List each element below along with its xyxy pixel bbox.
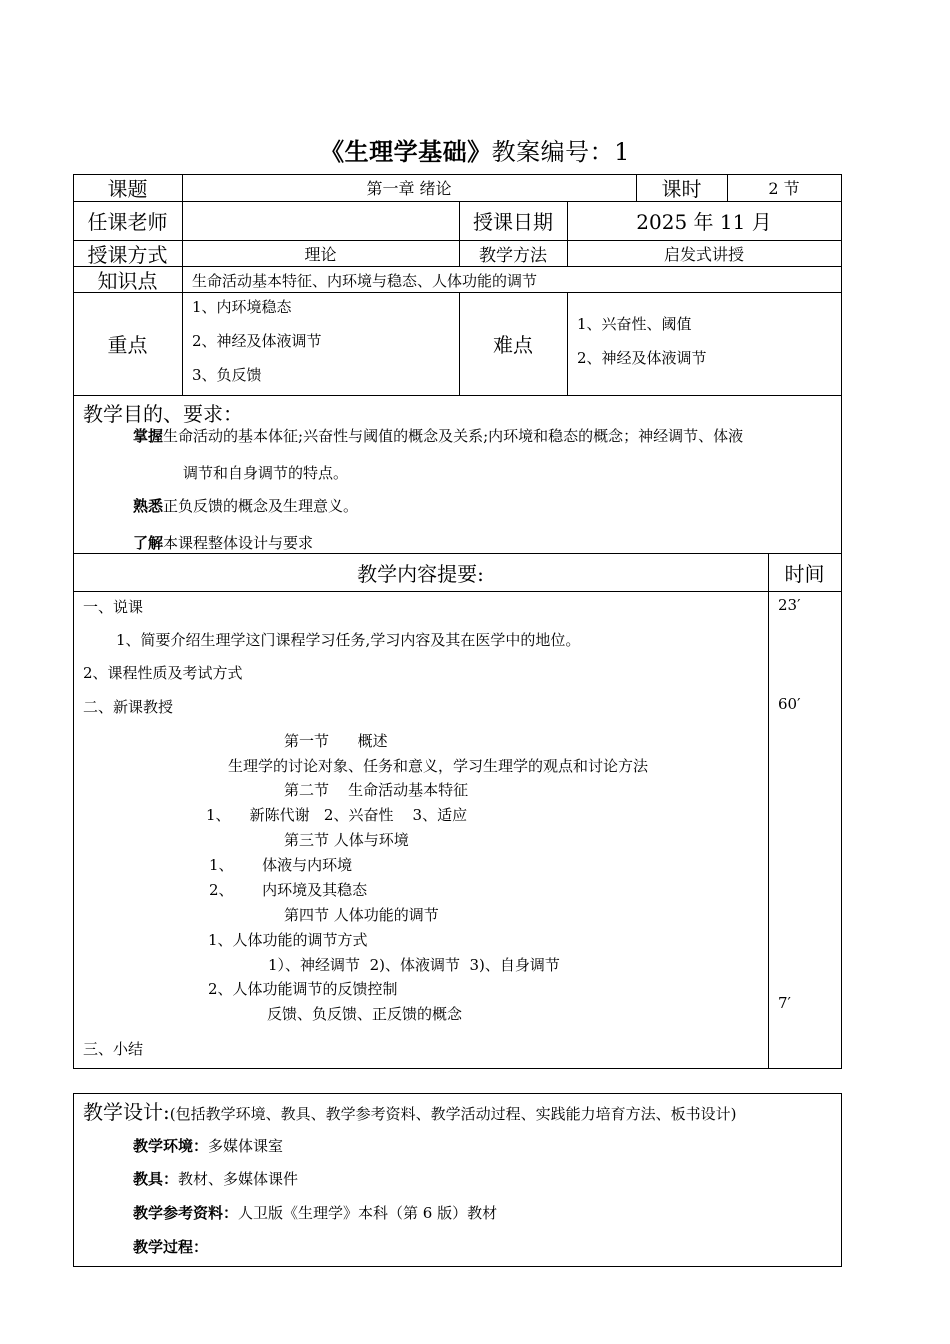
- content-line: 生理学的讨论对象、任务和意义，学习生理学的观点和讨论方法: [228, 757, 649, 775]
- date-value: 2025 年 11 月: [636, 210, 772, 234]
- content-line: 二、新课教授: [83, 698, 174, 716]
- doc-title: [0, 132, 950, 167]
- teacher-label: 任课老师: [87, 210, 168, 234]
- hours-value: 2 节: [768, 179, 800, 198]
- teacher-value: [182, 201, 459, 240]
- design-tools: [133, 1168, 298, 1189]
- design-heading-row: [83, 1096, 736, 1125]
- topic-value: 第一章 绪论: [366, 179, 452, 198]
- master-text-cont: 调节和自身调节的特点。: [183, 464, 349, 482]
- objectives-master: [133, 425, 743, 446]
- env-value: 多媒体课室: [208, 1137, 284, 1155]
- know-label: 了解: [133, 534, 164, 552]
- content-line: 反馈、负反馈、正反馈的概念: [267, 1005, 463, 1023]
- keypoint-item: 3、负反馈: [192, 366, 262, 384]
- objectives-know: [133, 532, 313, 553]
- content-line: 2、 内环境及其稳态: [209, 881, 368, 899]
- env-label: 教学环境：: [133, 1137, 209, 1155]
- difficulty-item: 1、兴奋性、阈值: [577, 315, 692, 333]
- master-text: 生命活动的基本体征;兴奋性与阈值的概念及关系;内环境和稳态的概念；神经调节、体液: [163, 427, 744, 445]
- ref-label: 教学参考资料：: [133, 1204, 239, 1222]
- time-entry: 7′: [778, 994, 791, 1012]
- master-label: 掌握: [133, 427, 164, 445]
- content-line: 一、说课: [83, 598, 144, 616]
- content-line: 2、人体功能调节的反馈控制: [208, 980, 398, 998]
- ref-value: 人卫版《生理学》本科（第 6 版）教材: [238, 1204, 498, 1222]
- topic-label: 课题: [107, 177, 148, 201]
- process-label: 教学过程：: [133, 1238, 209, 1256]
- difficulty-label: 难点: [493, 333, 533, 357]
- design-heading: 教学设计:: [83, 1100, 170, 1124]
- keypoints-label: 重点: [107, 333, 148, 357]
- time-entry: 23′: [778, 596, 801, 614]
- knowledge-label: 知识点: [97, 268, 158, 293]
- content-line: 2、课程性质及考试方式: [83, 664, 243, 682]
- design-ref: [133, 1202, 497, 1223]
- content-line: 1、 体液与内环境: [209, 856, 353, 874]
- design-heading-note: (包括教学环境、教具、教学参考资料、教学活动过程、实践能力培育方法、板书设计): [169, 1105, 737, 1123]
- difficulty-item: 2、神经及体液调节: [577, 349, 707, 367]
- content-line: 1、 新陈代谢 2、兴奋性 3、适应: [206, 806, 468, 824]
- method-value: 启发式讲授: [663, 244, 744, 264]
- familiar-label: 熟悉: [133, 497, 164, 515]
- know-text: 本课程整体设计与要求: [163, 534, 314, 552]
- time-entry: 60′: [778, 695, 801, 713]
- content-line: 1）、神经调节 2)、体液调节 3)、自身调节: [268, 956, 560, 974]
- design-env: [133, 1135, 283, 1156]
- hours-label: 课时: [661, 177, 702, 201]
- mode-value: 理论: [304, 244, 337, 264]
- date-label: 授课日期: [473, 210, 553, 234]
- time-heading: 时间: [784, 561, 825, 586]
- content-line: 1、人体功能的调节方式: [208, 931, 368, 949]
- content-line: 第二节 生命活动基本特征: [284, 781, 469, 799]
- familiar-text: 正负反馈的概念及生理意义。: [163, 497, 359, 515]
- knowledge-value: 生命活动基本特征、内环境与稳态、人体功能的调节: [192, 272, 538, 290]
- method-label: 教学方法: [479, 245, 547, 266]
- doc-title-rest: 教案编号：1: [491, 138, 630, 166]
- objectives-heading: 教学目的、要求：: [83, 402, 243, 426]
- content-line: 三、小结: [83, 1040, 144, 1058]
- content-line: 第四节 人体功能的调节: [284, 906, 439, 924]
- tools-label: 教具：: [133, 1170, 179, 1188]
- tools-value: 教材、多媒体课件: [178, 1170, 299, 1188]
- keypoint-item: 1、内环境稳态: [192, 298, 292, 316]
- content-line: 第一节 概述: [284, 732, 388, 750]
- mode-label: 授课方式: [87, 242, 168, 267]
- content-line: 第三节 人体与环境: [284, 831, 409, 849]
- doc-title-bold: 《生理学基础》: [320, 137, 492, 166]
- objectives-familiar: [133, 495, 358, 516]
- keypoint-item: 2、神经及体液调节: [192, 332, 322, 350]
- content-heading: 教学内容提要:: [357, 561, 484, 586]
- content-line: 1、简要介绍生理学这门课程学习任务,学习内容及其在医学中的地位。: [116, 631, 581, 649]
